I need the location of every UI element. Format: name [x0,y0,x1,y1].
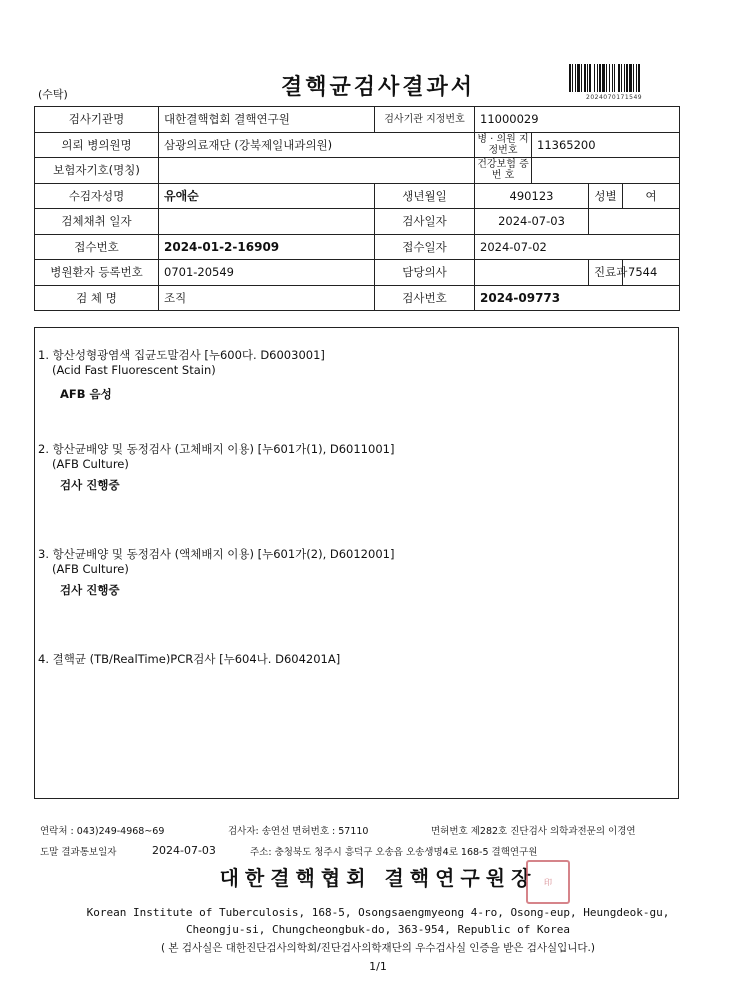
report-date: 2024-07-03 [152,844,216,857]
receipt-value: 2024-01-2-16909 [159,234,375,260]
result-title: 2. 항산균배양 및 동정검사 (고체배지 이용) [누601가(1), D6011001] [38,442,395,456]
receipt-date-label: 접수일자 [375,234,475,260]
results-box [34,327,679,799]
examiner-text: 검사자: 송연선 면허번호 : 57110 [228,826,369,837]
doctor-label: 담당의사 [375,260,475,286]
result-title: 1. 항산성형광염색 집균도말검사 [누600다. D6003001] [38,348,325,362]
document-title: 결핵균검사결과서 [280,74,476,100]
barcode-number: 2024070171549 [586,94,643,101]
result-item [38,547,394,598]
collect-label: 검체채취 일자 [35,209,159,235]
barcode [568,64,672,92]
result-value: 검사 진행중 [60,583,120,597]
receipt-date-value: 2024-07-02 [475,234,680,260]
req-no-value: 11365200 [532,132,680,158]
certification-note: ( 본 검사실은 대한진단검사의학회/진단검사의학재단의 우수검사실 인증을 받은 검사실입니다.) [160,942,595,954]
contact-text: 연락처 : 043)249-4968~69 [40,826,165,837]
institute-name: 대한결핵협회 결핵연구원장 [219,866,537,890]
inst-no-value: 11000029 [475,107,680,133]
address-en-line-1: Korean Institute of Tuberculosis, 168-5, Osongsaengmyeong 4-ro, Osong-eup, Heungdeok-gu, [86,906,670,919]
ins-label: 보험자기호(명칭) [35,158,159,184]
inst-value: 대한결핵협회 결핵연구원 [159,107,375,133]
test-date-value: 2024-07-03 [475,209,589,235]
dept-value: 7544 [623,260,680,286]
result-subtitle: (AFB Culture) [52,457,129,471]
collect-value [159,209,375,235]
health-label: 건강보험 증 번 호 [475,158,532,184]
inst-no-label: 검사기관 지정번호 [375,107,475,133]
dept-label: 진료과 [589,260,623,286]
health-value [532,158,680,184]
doctor-value [475,260,589,286]
req-label: 의뢰 병의원명 [35,132,159,158]
test-no-value: 2024-09773 [475,285,680,311]
test-date-empty [589,209,680,235]
address-ko: 주소: 충청북도 청주시 흥덕구 오송읍 오송생명4로 168-5 결핵연구원 [250,847,538,858]
ins-value [159,158,475,184]
inst-label: 검사기관명 [35,107,159,133]
hosp-reg-value: 0701-20549 [159,260,375,286]
test-date-label: 검사일자 [375,209,475,235]
result-subtitle: (AFB Culture) [52,562,129,576]
dob-value: 490123 [475,183,589,209]
receipt-label: 접수번호 [35,234,159,260]
report-label: 도말 결과통보일자 [40,847,117,858]
req-no-label: 병 · 의원 지정번호 [475,132,532,158]
official-seal [526,860,570,904]
page-number: 1/1 [369,960,387,973]
patient-info-table [34,106,680,311]
test-no-label: 검사번호 [375,285,475,311]
dob-label: 생년월일 [375,183,475,209]
result-item [38,442,394,493]
specimen-label: 검 체 명 [35,285,159,311]
result-item [38,348,325,402]
result-value: 검사 진행중 [60,478,120,492]
specialist-text: 면허번호 제282호 진단검사 의학과전문의 이경연 [431,826,636,837]
sex-label: 성별 [589,183,623,209]
specimen-value: 조직 [159,285,375,311]
result-subtitle: (Acid Fast Fluorescent Stain) [52,363,216,377]
address-en-line-2: Cheongju-si, Chungcheongbuk-do, 363-954, Republic of Korea [185,923,571,936]
hosp-reg-label: 병원환자 등록번호 [35,260,159,286]
patient-label: 수검자성명 [35,183,159,209]
copy-label: (수탁) [38,88,68,101]
patient-value: 유애순 [159,183,375,209]
result-title: 3. 항산균배양 및 동정검사 (액체배지 이용) [누601가(2), D6012001] [38,547,395,561]
seal-glyph: 印 [544,877,552,887]
sex-value: 여 [623,183,680,209]
result-value: AFB 음성 [60,387,112,401]
req-value: 삼광의료재단 (강북제일내과의원) [159,132,475,158]
result-title: 4. 결핵균 (TB/RealTime)PCR검사 [누604나. D604201A] [38,652,341,666]
result-item [38,652,340,667]
